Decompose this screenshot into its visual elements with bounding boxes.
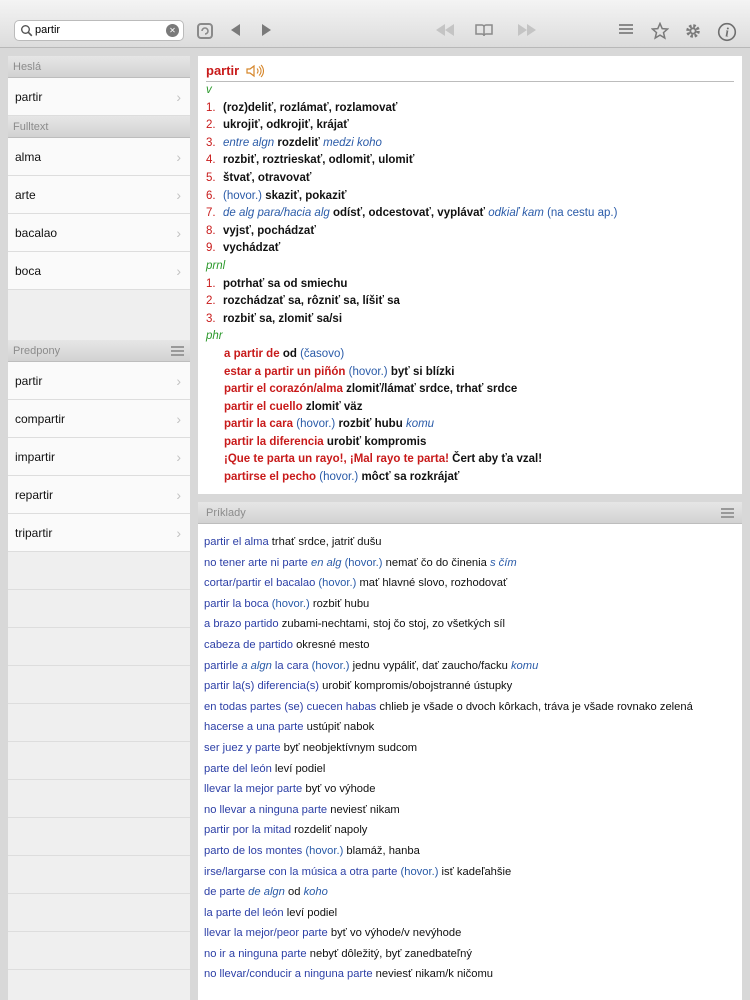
- sidebar-empty-row: [8, 704, 190, 742]
- sense-number: 8.: [206, 224, 216, 237]
- example-spanish[interactable]: no llevar a ninguna parte: [204, 803, 328, 816]
- predpony-item[interactable]: [8, 400, 190, 438]
- predpony-header: [8, 340, 190, 362]
- sense-number: 2.: [206, 119, 216, 132]
- context-note: komu: [405, 418, 435, 431]
- phrase-line: [206, 416, 734, 434]
- sense-line: [206, 152, 734, 170]
- example-translation: trhať srdce, jatriť dušu: [271, 536, 382, 548]
- sidebar-empty-row: [8, 932, 190, 970]
- chevron-right-icon: ›: [176, 373, 181, 389]
- phrase-translation: zlomiť/lámať srdce, trhať srdce: [346, 383, 518, 396]
- hesla-item-label: partir: [15, 90, 43, 104]
- context-note: medzi koho: [323, 136, 382, 149]
- fulltext-item[interactable]: [8, 214, 190, 252]
- example-row[interactable]: [204, 553, 736, 574]
- fulltext-item-label: bacalao: [15, 226, 58, 240]
- phrase-line: [206, 469, 734, 487]
- example-translation: neviesť nikam: [330, 803, 400, 816]
- sense-number: 5.: [206, 171, 216, 184]
- predpony-item-label: partir: [15, 374, 43, 388]
- sidebar-empty-row: [8, 780, 190, 818]
- translation[interactable]: rozdeliť: [277, 136, 320, 149]
- predpony-item[interactable]: [8, 476, 190, 514]
- example-row[interactable]: [204, 903, 736, 924]
- sense-number: 7.: [206, 207, 216, 220]
- grammar-note: (hovor.): [400, 865, 439, 878]
- example-spanish[interactable]: no tener arte ni parte: [204, 556, 308, 569]
- chevron-right-icon: ›: [176, 525, 181, 541]
- star-icon[interactable]: [651, 22, 671, 40]
- sidebar-empty-row: [8, 970, 190, 1000]
- example-context: s čím: [489, 556, 517, 569]
- example-spanish[interactable]: cabeza de partido: [204, 638, 293, 651]
- sidebar-empty-row: [8, 552, 190, 590]
- phrase-translation: Čert aby ťa vzal!: [452, 453, 543, 466]
- example-spanish[interactable]: de parte: [204, 886, 246, 899]
- chevron-right-icon: ›: [176, 263, 181, 279]
- sidebar-empty-row: [8, 818, 190, 856]
- phrase-spanish[interactable]: partirse el pecho: [224, 471, 317, 484]
- example-spanish[interactable]: irse/largarse con la música a otra parte: [204, 865, 398, 878]
- refresh-icon[interactable]: [196, 22, 216, 40]
- phrase-translation-prefix: od: [282, 347, 297, 360]
- phrase-translation: rozbiť hubu: [338, 418, 403, 431]
- predpony-item-label: tripartir: [15, 526, 53, 540]
- pos-line: [206, 328, 734, 346]
- example-translation: urobiť kompromis/obojstranné ústupky: [322, 680, 513, 693]
- part-of-speech: v: [206, 84, 212, 96]
- usage-note: (na cestu ap.): [547, 207, 618, 220]
- example-row[interactable]: [204, 944, 736, 965]
- entry-panel: [198, 56, 742, 494]
- example-row[interactable]: [204, 964, 736, 985]
- example-spanish[interactable]: ser juez y parte: [204, 741, 281, 754]
- example-row[interactable]: [204, 614, 736, 635]
- example-translation: byť vo výhode: [305, 783, 376, 796]
- rewind-icon[interactable]: [434, 22, 454, 40]
- example-translation: zubami-nechtami, stoj čo stoj, zo všetkých síl: [281, 618, 505, 631]
- phrase-spanish[interactable]: partir la diferencia: [224, 435, 324, 448]
- sidebar: [8, 56, 190, 1000]
- example-translation: ustúpiť nabok: [306, 721, 375, 734]
- translation[interactable]: odísť, odcestovať, vyplávať: [332, 207, 486, 220]
- examples-header: [198, 502, 742, 524]
- hesla-header: [8, 56, 190, 78]
- example-row[interactable]: [204, 820, 736, 841]
- phrase-translation: urobiť kompromis: [326, 435, 427, 448]
- svg-text:i: i: [725, 24, 729, 40]
- chevron-right-icon: ›: [176, 225, 181, 241]
- pos-line: [206, 82, 734, 100]
- sense-number: 3.: [206, 136, 216, 149]
- phrase-spanish[interactable]: ¡Que te parta un rayo!, ¡Mal rayo te parta!: [224, 453, 449, 466]
- translation[interactable]: skaziť, pokaziť: [265, 189, 347, 202]
- example-translation: byť vo výhode/v nevýhode: [330, 927, 462, 940]
- gear-icon[interactable]: [684, 22, 704, 40]
- predpony-item-label: repartir: [15, 488, 54, 502]
- example-translation: byť neobjektívnym sudcom: [283, 741, 418, 754]
- translation[interactable]: rozchádzať sa, rôzniť sa, líšiť sa: [223, 295, 400, 308]
- sense-number: 9.: [206, 242, 216, 255]
- sidebar-empty-row: [8, 628, 190, 666]
- grammar-note: (hovor.): [305, 844, 344, 857]
- hesla-title: Heslá: [13, 61, 42, 73]
- sense-line: [206, 293, 734, 311]
- predpony-item[interactable]: [8, 362, 190, 400]
- example-spanish[interactable]: en todas partes (se) cuecen habas: [204, 700, 377, 713]
- example-spanish[interactable]: la parte del león: [204, 906, 284, 919]
- sense-line: [206, 170, 734, 188]
- grammar-note: (hovor.): [344, 556, 383, 569]
- example-translation: od: [288, 886, 301, 899]
- example-spanish[interactable]: partir la(s) diferencia(s): [204, 680, 320, 693]
- example-row[interactable]: [204, 841, 736, 862]
- examples-panel: [198, 502, 742, 1000]
- example-translation: isť kadeľahšie: [441, 865, 512, 878]
- sense-line: [206, 188, 734, 206]
- grammar-note: (hovor.): [319, 471, 359, 484]
- example-row[interactable]: [204, 779, 736, 800]
- speaker-icon[interactable]: [246, 64, 264, 78]
- context-note: odkiaľ kam: [488, 207, 544, 220]
- sense-line: [206, 135, 734, 153]
- phrase-line: [206, 451, 734, 469]
- part-of-speech: prnl: [206, 259, 226, 272]
- chevron-right-icon: ›: [176, 449, 181, 465]
- fulltext-item[interactable]: [8, 252, 190, 290]
- chevron-right-icon: ›: [176, 89, 181, 105]
- example-row[interactable]: [204, 862, 736, 883]
- phrase-spanish[interactable]: estar a partir un piñón: [224, 365, 346, 378]
- sense-number: 6.: [206, 189, 216, 202]
- example-argument: a algn: [241, 659, 272, 672]
- argument-note: entre algn: [223, 136, 275, 149]
- sidebar-empty-row: [8, 742, 190, 780]
- sense-line: [206, 223, 734, 241]
- phrase-spanish[interactable]: a partir de: [224, 347, 280, 360]
- fulltext-item-label: boca: [15, 264, 42, 278]
- example-translation: neviesť nikam/k ničomu: [375, 968, 494, 981]
- example-spanish[interactable]: hacerse a una parte: [204, 721, 304, 734]
- example-row[interactable]: [204, 676, 736, 697]
- phrase-line: [206, 434, 734, 452]
- example-spanish[interactable]: llevar la mejor/peor parte: [204, 927, 328, 940]
- hesla-item[interactable]: [8, 78, 190, 116]
- fulltext-item-label: alma: [15, 150, 42, 164]
- list-icon[interactable]: [171, 346, 184, 356]
- example-row[interactable]: [204, 882, 736, 903]
- example-spanish[interactable]: partir la boca: [204, 597, 269, 610]
- fast-forward-icon[interactable]: [516, 22, 536, 40]
- example-row[interactable]: [204, 573, 736, 594]
- sense-number: 4.: [206, 154, 216, 167]
- info-icon[interactable]: [717, 22, 737, 40]
- phrase-translation: zlomiť väz: [305, 400, 363, 413]
- example-spanish[interactable]: partir por la mitad: [204, 824, 292, 837]
- headword-row: [206, 60, 734, 82]
- example-translation: blamáž, hanba: [346, 844, 420, 857]
- sidebar-empty-row: [8, 856, 190, 894]
- predpony-title: Predpony: [13, 345, 61, 357]
- clear-search-icon[interactable]: ✕: [166, 24, 179, 37]
- example-row[interactable]: [204, 532, 736, 553]
- list-icon[interactable]: [721, 508, 734, 518]
- example-spanish[interactable]: cortar/partir el bacalao: [204, 577, 316, 590]
- sense-number: 1.: [206, 101, 216, 114]
- phrase-line: [206, 381, 734, 399]
- sense-line: [206, 205, 734, 223]
- grammar-note: (hovor.): [223, 189, 262, 202]
- example-row[interactable]: [204, 697, 736, 718]
- example-translation: leví podiel: [274, 762, 326, 775]
- sense-line: [206, 240, 734, 258]
- examples-title: Príklady: [206, 507, 246, 519]
- example-row[interactable]: [204, 800, 736, 821]
- fulltext-header: [8, 116, 190, 138]
- example-row[interactable]: [204, 635, 736, 656]
- fulltext-item[interactable]: [8, 138, 190, 176]
- book-icon[interactable]: [474, 22, 494, 40]
- examples-list[interactable]: [198, 524, 742, 985]
- grammar-note: (hovor.): [348, 365, 388, 378]
- list-icon[interactable]: [618, 22, 638, 40]
- example-spanish-cont: la cara: [274, 659, 309, 672]
- example-spanish[interactable]: a brazo partido: [204, 618, 279, 631]
- sidebar-empty-row: [8, 894, 190, 932]
- example-translation: mať hlavné slovo, rozhodovať: [359, 577, 508, 590]
- example-translation: rozbiť hubu: [312, 597, 370, 610]
- predpony-item[interactable]: [8, 438, 190, 476]
- translation[interactable]: ukrojiť, odkrojiť, krájať: [223, 119, 349, 132]
- example-row[interactable]: [204, 656, 736, 677]
- sense-line: [206, 276, 734, 294]
- sense-number: 2.: [206, 295, 216, 308]
- grammar-note: (hovor.): [311, 659, 350, 672]
- sidebar-empty-row: [8, 666, 190, 704]
- argument-note: de alg para/hacia alg: [223, 207, 330, 220]
- translation[interactable]: (roz)deliť, rozlámať, rozlamovať: [223, 101, 398, 114]
- phrase-translation: byť si blízki: [390, 365, 455, 378]
- example-spanish[interactable]: parte del león: [204, 762, 272, 775]
- fulltext-list[interactable]: [8, 138, 190, 340]
- example-spanish[interactable]: partir el alma: [204, 536, 269, 548]
- translation[interactable]: vychádzať: [223, 242, 281, 255]
- grammar-note: (časovo): [300, 347, 345, 360]
- example-translation: chlieb je všade o dvoch kôrkach, tráva je všade rovnako zelená: [379, 700, 693, 713]
- example-spanish[interactable]: partirle: [204, 659, 239, 672]
- phrase-spanish[interactable]: partir la cara: [224, 418, 294, 431]
- search-field[interactable]: [14, 20, 184, 41]
- example-translation: nemať čo do činenia: [385, 556, 487, 569]
- phrase-translation: môcť sa rozkrájať: [361, 471, 460, 484]
- example-row[interactable]: [204, 923, 736, 944]
- translation[interactable]: rozbiť sa, zlomiť sa/si: [223, 312, 343, 325]
- translation[interactable]: štvať, otravovať: [223, 171, 312, 184]
- predpony-item-label: impartir: [15, 450, 56, 464]
- example-row[interactable]: [204, 759, 736, 780]
- example-row[interactable]: [204, 738, 736, 759]
- example-row[interactable]: [204, 594, 736, 615]
- sense-line: [206, 311, 734, 329]
- phrase-line: [206, 399, 734, 417]
- grammar-note: (hovor.): [271, 597, 310, 610]
- example-spanish[interactable]: llevar la mejor parte: [204, 783, 303, 796]
- example-translation: leví podiel: [286, 906, 338, 919]
- example-context: koho: [303, 886, 328, 899]
- example-row[interactable]: [204, 717, 736, 738]
- example-spanish[interactable]: no llevar/conducir a ninguna parte: [204, 968, 373, 981]
- grammar-note: (hovor.): [318, 577, 357, 590]
- chevron-right-icon: ›: [176, 187, 181, 203]
- headword: partir: [206, 63, 240, 78]
- search-icon: [20, 24, 33, 37]
- sense-line: [206, 117, 734, 135]
- example-spanish[interactable]: parto de los montes: [204, 844, 303, 857]
- toolbar: [0, 0, 750, 48]
- translation[interactable]: rozbiť, roztrieskať, odlomiť, ulomiť: [223, 154, 415, 167]
- grammar-note: (hovor.): [296, 418, 336, 431]
- example-translation: jednu vypáliť, dať zaucho/facku: [352, 659, 508, 672]
- predpony-item-label: compartir: [15, 412, 66, 426]
- fulltext-item-label: arte: [15, 188, 36, 202]
- pos-line: [206, 258, 734, 276]
- sidebar-empty-row: [8, 590, 190, 628]
- example-spanish[interactable]: no ir a ninguna parte: [204, 947, 307, 960]
- forward-icon[interactable]: [260, 22, 280, 40]
- phrase-spanish[interactable]: partir el corazón/alma: [224, 383, 343, 396]
- part-of-speech: phr: [206, 330, 223, 343]
- example-argument: de algn: [248, 886, 285, 899]
- phrase-line: [206, 346, 734, 364]
- example-translation: okresné mesto: [296, 638, 370, 651]
- phrase-line: [206, 364, 734, 382]
- example-argument: en alg: [310, 556, 342, 569]
- back-icon[interactable]: [228, 22, 248, 40]
- chevron-right-icon: ›: [176, 149, 181, 165]
- translation[interactable]: potrhať sa od smiechu: [223, 277, 348, 290]
- example-translation: rozdeliť napoly: [294, 824, 368, 837]
- translation[interactable]: vyjsť, pochádzať: [223, 224, 316, 237]
- entry-body: [206, 82, 734, 487]
- sense-number: 1.: [206, 277, 216, 290]
- example-context: komu: [510, 659, 539, 672]
- phrase-spanish[interactable]: partir el cuello: [224, 400, 303, 413]
- predpony-item[interactable]: [8, 514, 190, 552]
- chevron-right-icon: ›: [176, 487, 181, 503]
- chevron-right-icon: ›: [176, 411, 181, 427]
- search-input[interactable]: partir: [35, 24, 61, 36]
- example-translation: nebyť dôležitý, byť zanedbateľný: [309, 947, 472, 960]
- sense-line: [206, 100, 734, 118]
- fulltext-title: Fulltext: [13, 121, 49, 133]
- fulltext-item[interactable]: [8, 176, 190, 214]
- sense-number: 3.: [206, 312, 216, 325]
